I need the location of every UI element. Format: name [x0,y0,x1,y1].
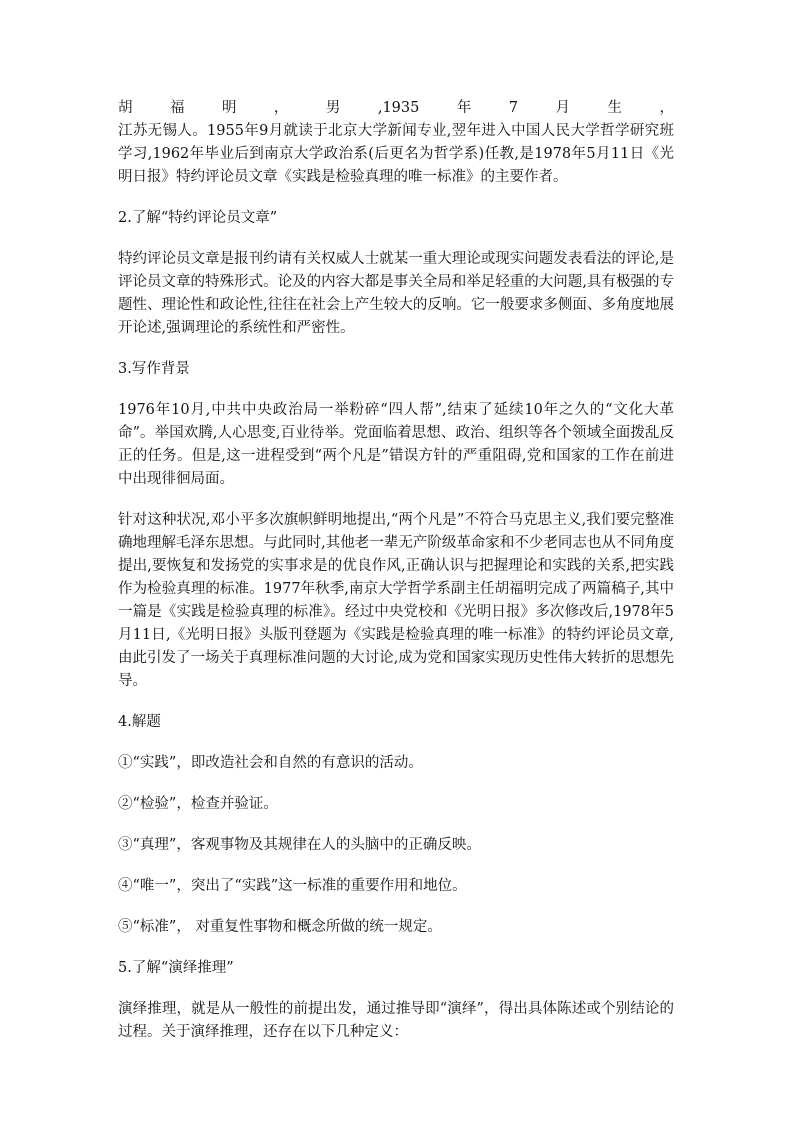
document-page [118,97,674,1044]
bio-word: 男 [325,100,341,116]
list-item: ②“检验”，检查并验证。 [118,796,278,812]
section-heading-4: 4.解题 [118,714,161,730]
bio-first-line [118,97,674,120]
paragraph: 1976年10月,中共中央政治局一举粉碎“四人帮”,结束了延续10年之久的“文化大革命”。举国欢腾,人心思变,百业待举。党面临着思想、政治、组织等各个领域全面拨乱反正的任务。但是,这一进程受到“两个凡是”错误方针的严重阻碍,党和国家的工作在前进中出现徘徊局面。 [118,402,674,487]
section-heading-3: 3.写作背景 [118,361,190,377]
bio-word: 月 [555,100,570,116]
bio-word: ,1935 [377,100,420,116]
list-item: ①“实践”，即改造社会和自然的有意识的活动。 [118,755,423,771]
bio-paragraph: 江苏无锡人。1955年9月就读于北京大学新闻专业,翌年进入中国人民大学哲学研究班学习,1962年毕业后到南京大学政治系(后更名为哲学系)任教,是1978年5月11日《光明日报》特约评论员文章《实践是检验真理的唯一标准》的主要作者。 [118,123,674,185]
section-heading-5: 5.了解“演绎推理” [118,960,234,976]
list-item: ⑤“标准”， 对重复性事物和概念所做的统一规定。 [118,919,442,935]
bio-word: ， [273,100,289,116]
bio-word: 生 [607,100,622,116]
bio-word: 年 [456,100,472,116]
bio-word: 明 [221,100,237,116]
list-item: ③“真理”，客观事物及其规律在人的头脑中的正确反映。 [118,837,481,853]
list-item: ④“唯一”，突出了“实践”这一标准的重要作用和地位。 [118,878,467,894]
bio-word: 福 [169,100,185,116]
section-heading-2: 2.了解“特约评论员文章” [118,210,278,226]
paragraph: 针对这种状况,邓小平多次旗帜鲜明地提出,“两个凡是”不符合马克思主义,我们要完整准确地理解毛泽东思想。与此同时,其他老一辈无产阶级革命家和不少老同志也从不同角度提出,要恢复和发扬党的实事求是的优良作风,正确认识与把握理论和实践的关系,把实践作为检验真理的标准。1977年秋季,南京大学哲学系副主任胡福明完成了两篇稿子,其中一篇是《实践是检验真理的标准》。经过中央党校和《光明日报》多次修改后,1978年5月11日,《光明日报》头版刊登题为《实践是检验真理的唯一标准》的特约评论员文章,由此引发了一场关于真理标准问题的大讨论,成为党和国家实现历史性伟大转折的思想先导。 [118,512,674,689]
paragraph: 演绎推理，就是从一般性的前提出发，通过推导即“演绎”，得出具体陈述或个别结论的过程。关于演绎推理，还存在以下几种定义： [118,1001,674,1040]
bio-word: ， [659,100,674,116]
bio-word: 胡 [118,100,133,116]
bio-word: 7 [508,100,519,116]
paragraph: 特约评论员文章是报刊约请有关权威人士就某一重大理论或现实问题发表看法的评论,是评论员文章的特殊形式。论及的内容大都是事关全局和举足轻重的大问题,具有极强的专题性、理论性和政论性,往往在社会上产生较大的反响。它一般要求多侧面、多角度地展开论述,强调理论的系统性和严密性。 [118,251,674,336]
